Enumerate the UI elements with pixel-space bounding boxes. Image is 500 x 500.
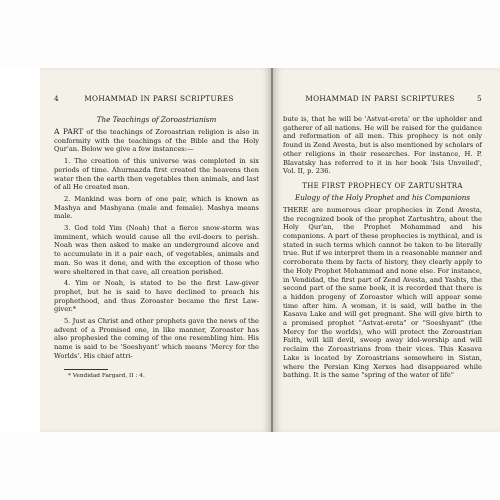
continuation-paragraph: bute is, that he will be 'Astvat-ereta' or the upholder and gatherer of all nations. He will be raised for the guidance and reformation of all men. This prophecy is not only found in Zend Avesta, but is also mentioned by scholars of other religions in their researches. For instance, H. P. Blavatsky has referred to it in her book 'Isis Unveiled', Vol. II, p. 236. bbox=[283, 115, 482, 176]
page-number: 5 bbox=[477, 94, 482, 103]
right-page-header bbox=[283, 94, 482, 103]
running-title: MOHAMMAD IN PARSI SCRIPTURES bbox=[305, 94, 455, 103]
section-heading: THE FIRST PROPHECY OF ZARTUSHTRA bbox=[302, 181, 463, 190]
section-subheading: Eulogy of the Holy Prophet and his Companions bbox=[294, 192, 471, 202]
right-page bbox=[273, 68, 500, 432]
paragraph-5: 5. Just as Christ and other prophets gave the news of the advent of a Promised one, in like manner, Zoroaster has also prophesied the coming of the one resembling him. His name is said to be 'Soeshyant' which means 'Mercy for the Worlds'. His chief attri- bbox=[54, 317, 259, 360]
section-title: The Teachings of Zoroastrianism bbox=[96, 115, 217, 124]
left-page-content bbox=[54, 94, 259, 379]
running-title: MOHAMMAD IN PARSI SCRIPTURES bbox=[84, 94, 234, 103]
left-page bbox=[40, 68, 271, 432]
scan-background-bottom bbox=[0, 432, 500, 500]
intro-text: of the teachings of Zoroastrian religion is also in conformity with the teachings of the Bible and the Holy Qur'an. Below we give a few instances:— bbox=[54, 128, 259, 154]
scan-background-top bbox=[0, 0, 500, 68]
prophecy-paragraph: THERE are numerous clear prophecies in Zend Avesta, the recognized book of the prophet Zartushtra, about the Holy Qur'an, the Prophet Mohammad and his companions. A part of these prophecies is mythical, and is stated in such terms which cannot be taken to be literally true. But if we interpret them in a reasonable manner and corroborate them by facts of history, they clearly apply to the Holy Prophet Mohammad and none else. For instance, in Vendidad, the first part of Zend Avesta, and Yashts, the second part of the same book, it is recorded that there is a hidden progeny of Zoroaster which will appear some time after him. A woman, it is said, will bathe in the Kasava Lake and will get pregnant. She will give birth to a promised prophet "Astvat-ereta" or "Soeshyant" (the Mercy for the worlds), who will protect the Zoroastrian Faith, will kill devil, sweep away idol-worship and will reclaim the Zoroastrians from their vices. This Kasava Lake is located by Zoroastrians somewhere in Sistan, where the Persian King Xerxes had disappeared while bathing. It is the same "spring of the water of life" bbox=[283, 205, 482, 380]
footnote: * Vendidad Fargard, II : 4. bbox=[68, 372, 145, 379]
intro-lead: A PART bbox=[54, 127, 84, 136]
paragraph-4: 4. Yim or Noah, is stated to be the first Law-giver prophet, but he is said to have declined to preach his prophethood, and thus Zoroaster became the first Law-giver.* bbox=[54, 279, 259, 314]
left-page-header bbox=[54, 94, 259, 103]
footnote-divider bbox=[64, 369, 108, 370]
paragraph-1: 1. The creation of this universe was completed in six periods of time. Ahurmazda first created the heavens then water then the earth then vegetables then animals, and last of all He created man. bbox=[54, 157, 259, 192]
right-page-content bbox=[283, 94, 482, 383]
page-number: 4 bbox=[54, 94, 59, 103]
intro-paragraph bbox=[54, 128, 259, 154]
paragraph-2: 2. Mankind was born of one pair, which is known as Mashya and Mashyana (male and female). Mashya means male. bbox=[54, 194, 259, 221]
paragraph-3: 3. God told Yim (Noah) that a fierce snow-storm was imminent, which would cause all the evil-doers to perish. Noah was then asked to make an underground alcove and to accumulate in it a pair each, of vegetables, animals and man. So was it done, and with the exception of those who were sheltered in that cave, all creation perished. bbox=[54, 224, 259, 276]
